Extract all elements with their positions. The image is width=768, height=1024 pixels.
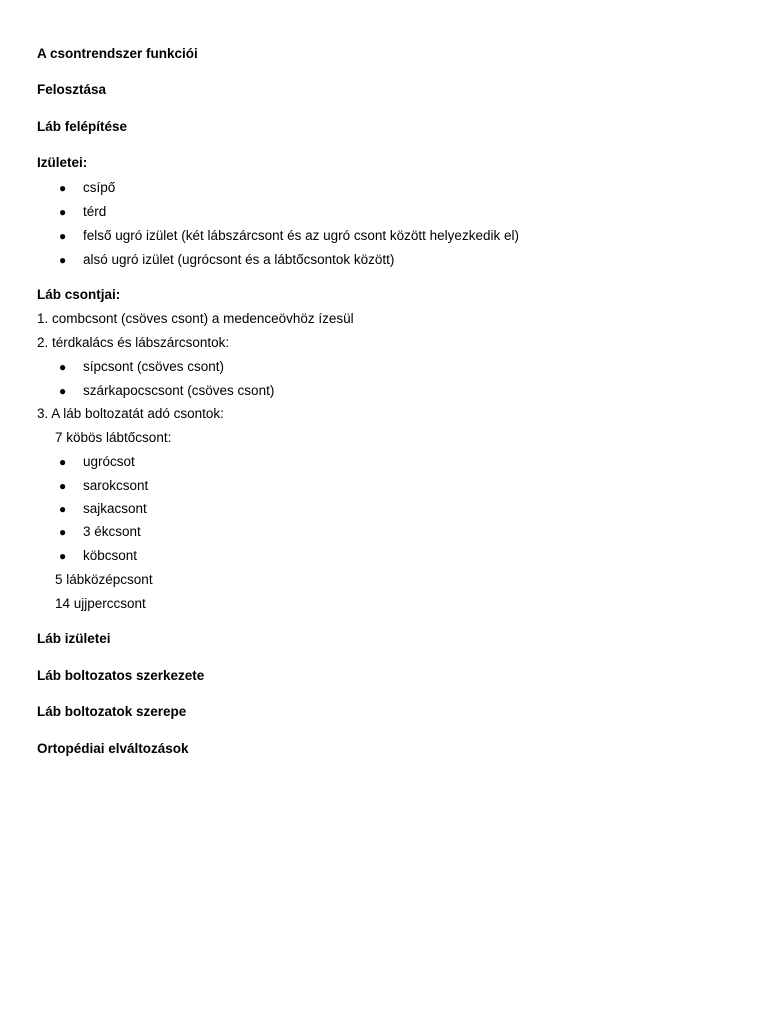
list-item xyxy=(59,202,106,222)
list-item xyxy=(59,178,115,198)
bullet-icon: ● xyxy=(59,253,67,267)
list-item xyxy=(59,546,137,566)
list-item xyxy=(59,226,519,246)
heading-joints: Izületei: xyxy=(37,155,88,170)
bullet-icon: ● xyxy=(59,479,67,493)
list-item-text: köbcsont xyxy=(83,548,138,563)
bones-item-2: 2. térdkalács és lábszárcsontok: xyxy=(37,335,230,350)
list-item xyxy=(59,357,224,377)
heading-arch-role: Láb boltozatok szerepe xyxy=(37,704,187,719)
heading-arch-structure: Láb boltozatos szerkezete xyxy=(37,668,205,683)
list-item-text: ugrócsot xyxy=(83,454,135,469)
list-item-text: sarokcsont xyxy=(83,478,149,493)
bullet-icon: ● xyxy=(59,384,67,398)
heading-functions: A csontrendszer funkciói xyxy=(37,46,198,61)
list-item xyxy=(59,476,148,496)
bullet-icon: ● xyxy=(59,360,67,374)
bullet-icon: ● xyxy=(59,502,67,516)
heading-leg-structure: Láb felépítése xyxy=(37,119,128,134)
heading-leg-joints: Láb izületei xyxy=(37,631,111,646)
list-item xyxy=(59,499,147,519)
metatarsal-line: 5 lábközépcsont xyxy=(55,572,153,587)
list-item-text: alsó ugró izület (ugrócsont és a lábtőcsontok között) xyxy=(83,252,395,267)
heading-leg-bones: Láb csontjai: xyxy=(37,287,121,302)
bones-item-1: 1. combcsont (csöves csont) a medenceövhöz ízesül xyxy=(37,311,354,326)
bullet-icon: ● xyxy=(59,181,67,195)
list-item-text: térd xyxy=(83,204,107,219)
list-item-text: 3 ékcsont xyxy=(83,524,141,539)
list-item-text: szárkapocscsont (csöves csont) xyxy=(83,383,275,398)
list-item-text: sajkacsont xyxy=(83,501,147,516)
list-item xyxy=(59,452,135,472)
list-item-text: felső ugró izület (két lábszárcsont és az ugró csont között helyezkedik el) xyxy=(83,228,519,243)
list-item xyxy=(59,522,141,542)
bullet-icon: ● xyxy=(59,549,67,563)
list-item-text: sípcsont (csöves csont) xyxy=(83,359,225,374)
bullet-icon: ● xyxy=(59,525,67,539)
bullet-icon: ● xyxy=(59,455,67,469)
heading-ortho-changes: Ortopédiai elváltozások xyxy=(37,741,189,756)
phalanges-line: 14 ujjperccsont xyxy=(55,596,146,611)
bones-item-3: 3. A láb boltozatát adó csontok: xyxy=(37,406,224,421)
bullet-icon: ● xyxy=(59,229,67,243)
list-item-text: csípő xyxy=(83,180,116,195)
list-item xyxy=(59,381,274,401)
tarsal-title: 7 köbös lábtőcsont: xyxy=(55,430,172,445)
heading-division: Felosztása xyxy=(37,82,107,97)
list-item xyxy=(59,250,394,270)
bullet-icon: ● xyxy=(59,205,67,219)
